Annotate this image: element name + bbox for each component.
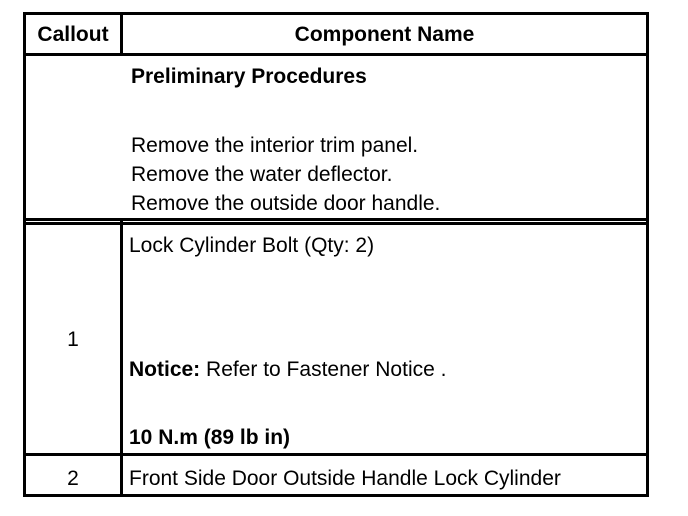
preliminary-title: Preliminary Procedures [131,65,367,88]
notice-line [129,355,446,384]
notice-label: Notice: [129,358,201,381]
procedure-table [23,12,649,497]
notice-text: Refer to Fastener Notice . [200,358,447,381]
row-divider [26,53,646,56]
row-divider [26,453,646,456]
preliminary-step: Remove the water deflector. [131,163,393,186]
row-divider [26,222,646,225]
callout-number: 2 [67,467,79,490]
preliminary-step: Remove the outside door handle. [131,192,441,215]
row-divider [26,218,646,221]
callout-number: 1 [67,328,79,351]
header-component-name: Component Name [294,23,475,46]
component-name: Lock Cylinder Bolt (Qty: 2) [129,234,375,257]
preliminary-step: Remove the interior trim panel. [131,134,419,157]
component-name: Front Side Door Outside Handle Lock Cylinder [129,467,561,490]
header-callout: Callout [37,23,109,46]
torque-spec: 10 N.m (89 lb in) [129,426,291,449]
